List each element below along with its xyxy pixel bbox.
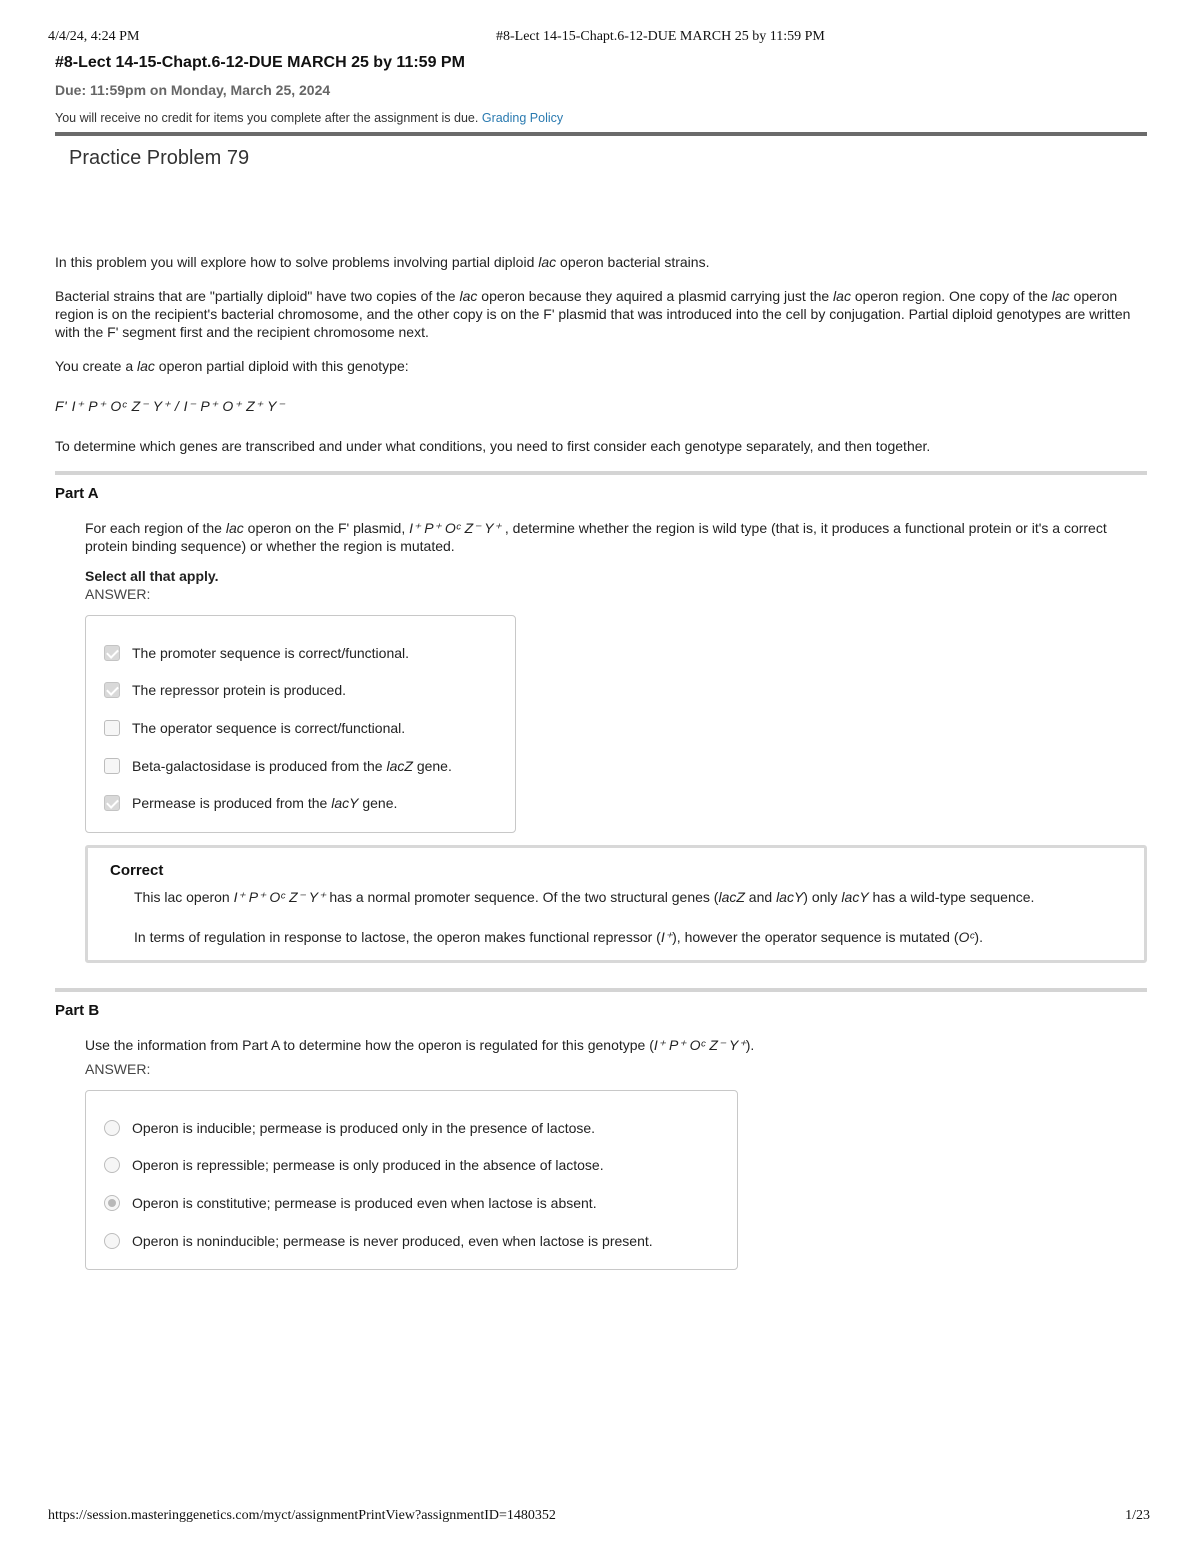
print-footer [48, 1508, 1150, 1528]
grading-policy-link[interactable]: Grading Policy [481, 111, 564, 125]
part-a-body [85, 519, 1147, 833]
part-b-body [85, 1036, 1147, 1270]
radio-empty-icon[interactable] [104, 1233, 120, 1249]
part-a-feedback [85, 845, 1147, 963]
radio-selected-icon[interactable] [104, 1195, 120, 1211]
radio-empty-icon[interactable] [104, 1120, 120, 1136]
radio-empty-icon[interactable] [104, 1157, 120, 1173]
choice-constitutive[interactable]: Operon is constitutive; permease is produced even when lactose is absent. [104, 1184, 719, 1222]
checkbox-checked-icon[interactable] [104, 645, 120, 661]
choice-operator[interactable]: The operator sequence is correct/functional. [104, 709, 497, 747]
late-credit-text: You will receive no credit for items you complete after the assignment is due. [55, 111, 479, 125]
late-credit-note [55, 111, 1147, 128]
checkbox-empty-icon[interactable] [104, 720, 120, 736]
intro-paragraph-3: You create a lac operon partial diploid with this genotype: [55, 358, 409, 374]
intro-paragraph-1: In this problem you will explore how to solve problems involving partial diploid lac operon bacterial strains. [55, 254, 710, 270]
part-a-label: Part A [55, 485, 99, 502]
part-a-choices [85, 615, 516, 833]
part-b-label: Part B [55, 1001, 100, 1019]
feedback-line-2: In terms of regulation in response to lactose, the operon makes functional repressor (I⁺), however the operator sequence is mutated (Oᶜ). [134, 928, 983, 945]
page-number: 1/23 [1125, 1508, 1150, 1523]
intro-paragraph-2: Bacterial strains that are "partially diploid" have two copies of the lac operon because they aquired a plasmid carrying just the lac operon region. One copy of the lac operon region is on the recipient's bacterial chromosome, and the other copy is on the F' plasmid that was introduced into the cell by conjugation. Partial diploid genotypes are written with the F' segment first and the recipient chromosome next. [55, 288, 1131, 340]
choice-repressible[interactable]: Operon is repressible; permease is only produced in the absence of lactose. [104, 1147, 719, 1185]
header-divider [55, 132, 1147, 136]
choice-noninducible[interactable]: Operon is noninducible; permease is never produced, even when lactose is present. [104, 1222, 719, 1260]
print-url: https://session.masteringgenetics.com/myct/assignmentPrintView?assignmentID=1480352 [48, 1508, 556, 1523]
part-a-instruction: Select all that apply. [85, 568, 219, 584]
intro-paragraph-4: To determine which genes are transcribed and under what conditions, you need to first consider each genotype separately, and then together. [55, 438, 931, 454]
problem-title: Practice Problem 79 [69, 147, 250, 169]
part-b-divider [55, 988, 1147, 992]
choice-repressor[interactable]: The repressor protein is produced. [104, 672, 497, 710]
assignment-content [55, 54, 1147, 1270]
feedback-line-1: This lac operon I⁺ P⁺ Oᶜ Z⁻ Y⁺ has a normal promoter sequence. Of the two structural genes (lacZ and lacY) only lacY has a wild-type sequence. [134, 888, 1035, 905]
print-title: #8-Lect 14-15-Chapt.6-12-DUE MARCH 25 by 11:59 PM [496, 29, 825, 44]
part-b-choices [85, 1090, 738, 1270]
choice-inducible[interactable]: Operon is inducible; permease is produced only in the presence of lactose. [104, 1109, 719, 1147]
problem-intro [55, 253, 1147, 455]
checkbox-empty-icon[interactable] [104, 758, 120, 774]
part-b-answer-label: ANSWER: [85, 1060, 151, 1077]
choice-permease[interactable]: Permease is produced from the lacY gene. [104, 784, 497, 822]
partial-diploid-genotype: F' I⁺ P⁺ Oᶜ Z⁻ Y⁺ / I⁻ P⁺ O⁺ Z⁺ Y⁻ [55, 398, 285, 414]
part-a-answer-label: ANSWER: [85, 586, 151, 602]
due-date: Due: 11:59pm on Monday, March 25, 2024 [55, 82, 331, 98]
print-header [48, 29, 1150, 49]
feedback-title: Correct [110, 861, 164, 879]
choice-beta-galactosidase[interactable]: Beta-galactosidase is produced from the lacZ gene. [104, 747, 497, 785]
part-a-question: For each region of the lac operon on the F' plasmid, I⁺ P⁺ Oᶜ Z⁻ Y⁺ , determine whether the region is wild type (that is, it produces a functional protein or it's a correct protein binding sequence) or whether the region is mutated. [85, 520, 1107, 554]
print-datetime: 4/4/24, 4:24 PM [48, 29, 140, 44]
part-b-question: Use the information from Part A to determine how the operon is regulated for this genotype (I⁺ P⁺ Oᶜ Z⁻ Y⁺). [85, 1036, 755, 1053]
choice-promoter[interactable]: The promoter sequence is correct/functional. [104, 634, 497, 672]
part-a-divider [55, 471, 1147, 475]
checkbox-checked-icon[interactable] [104, 795, 120, 811]
assignment-title: #8-Lect 14-15-Chapt.6-12-DUE MARCH 25 by 11:59 PM [55, 54, 465, 71]
checkbox-checked-icon[interactable] [104, 682, 120, 698]
